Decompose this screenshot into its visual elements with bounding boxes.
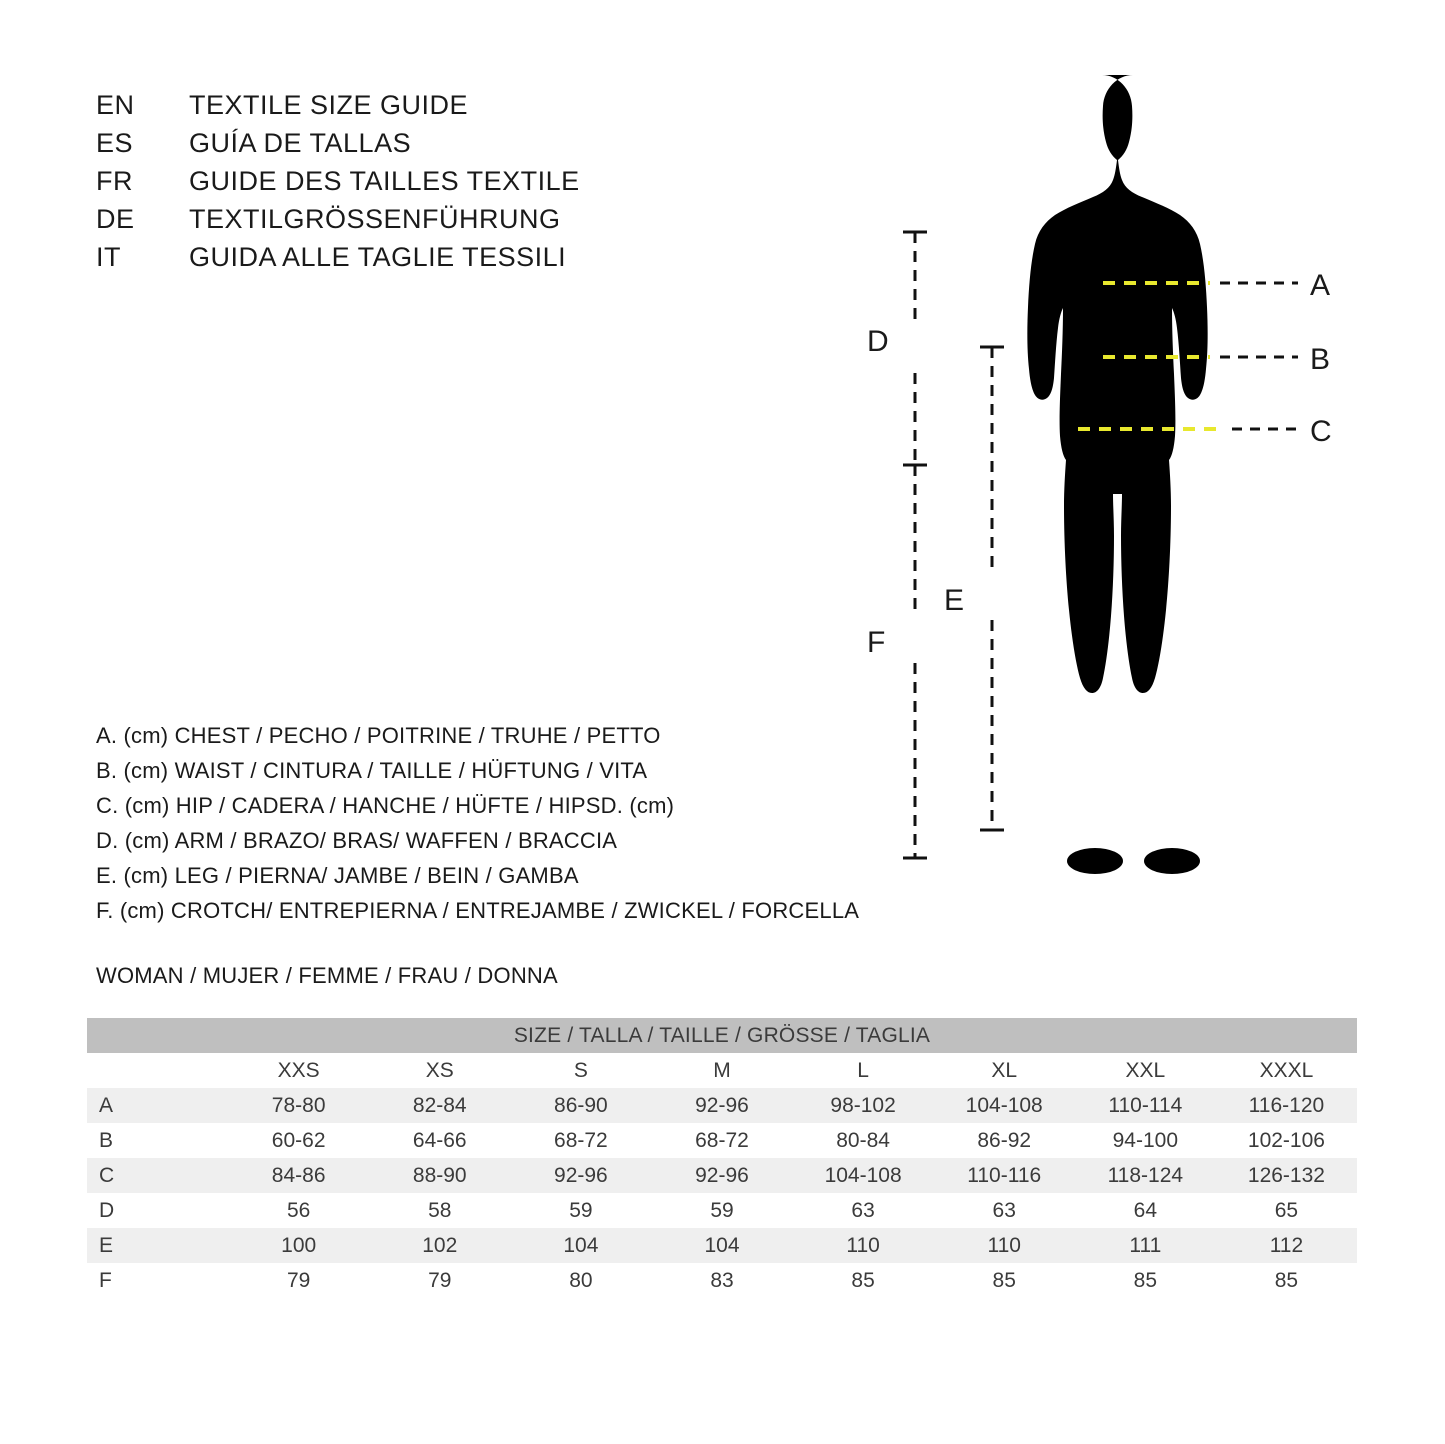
- cell-f-xl: 85: [934, 1263, 1075, 1298]
- cell-e-xxl: 111: [1075, 1228, 1216, 1263]
- title-block: [96, 90, 716, 280]
- marker-label-a: A: [1310, 269, 1331, 302]
- cell-c-s: 92-96: [510, 1158, 651, 1193]
- marker-label-b: B: [1310, 343, 1331, 376]
- title-text-de: TEXTILGRÖSSENFÜHRUNG: [189, 204, 561, 234]
- right-foot: [1144, 848, 1200, 874]
- title-text-fr: GUIDE DES TAILLES TEXTILE: [189, 166, 580, 196]
- row-label-b: B: [87, 1123, 228, 1158]
- title-lang-de: DE: [96, 204, 135, 234]
- size-table: [87, 1018, 1357, 1298]
- cell-f-xxl: 85: [1075, 1263, 1216, 1298]
- cell-f-s: 80: [510, 1263, 651, 1298]
- legend-item-d: D. (cm) ARM / BRAZO/ BRAS/ WAFFEN / BRACCIA: [96, 828, 618, 853]
- label-leader-lines: [1220, 283, 1298, 429]
- row-label-c: C: [87, 1158, 228, 1193]
- cell-c-l: 104-108: [793, 1158, 934, 1193]
- cell-e-s: 104: [510, 1228, 651, 1263]
- cell-b-m: 68-72: [651, 1123, 792, 1158]
- table-row: [87, 1158, 1357, 1193]
- cell-a-xxxl: 116-120: [1216, 1088, 1357, 1123]
- table-row: [87, 1193, 1357, 1228]
- table-row: [87, 1123, 1357, 1158]
- cell-c-m: 92-96: [651, 1158, 792, 1193]
- title-lang-it: IT: [96, 242, 121, 272]
- cell-a-xxs: 78-80: [228, 1088, 369, 1123]
- cell-b-xl: 86-92: [934, 1123, 1075, 1158]
- measurement-legend: [96, 723, 896, 933]
- title-row-en: [96, 90, 716, 128]
- crotch-dimension-bracket: [903, 465, 927, 858]
- cell-f-l: 85: [793, 1263, 934, 1298]
- header-size-l: L: [793, 1053, 934, 1088]
- cell-b-xxl: 94-100: [1075, 1123, 1216, 1158]
- leg-dimension-bracket: [980, 347, 1004, 830]
- cell-a-s: 86-90: [510, 1088, 651, 1123]
- cell-e-xxxl: 112: [1216, 1228, 1357, 1263]
- cell-d-l: 63: [793, 1193, 934, 1228]
- cell-c-xxl: 118-124: [1075, 1158, 1216, 1193]
- cell-e-xs: 102: [369, 1228, 510, 1263]
- row-label-a: A: [87, 1088, 228, 1123]
- legend-item-e: E. (cm) LEG / PIERNA/ JAMBE / BEIN / GAMBA: [96, 863, 579, 888]
- cell-d-xs: 58: [369, 1193, 510, 1228]
- row-label-f: F: [87, 1263, 228, 1298]
- cell-b-l: 80-84: [793, 1123, 934, 1158]
- title-lang-en: EN: [96, 90, 135, 120]
- header-size-xs: XS: [369, 1053, 510, 1088]
- title-row-fr: [96, 166, 716, 204]
- cell-a-m: 92-96: [651, 1088, 792, 1123]
- cell-c-xs: 88-90: [369, 1158, 510, 1193]
- table-row: [87, 1228, 1357, 1263]
- cell-d-xxxl: 65: [1216, 1193, 1357, 1228]
- cell-d-s: 59: [510, 1193, 651, 1228]
- title-row-de: [96, 204, 716, 242]
- table-row: [87, 1263, 1357, 1298]
- legend-item-b: B. (cm) WAIST / CINTURA / TAILLE / HÜFTUNG / VITA: [96, 758, 648, 783]
- row-label-d: D: [87, 1193, 228, 1228]
- cell-e-l: 110: [793, 1228, 934, 1263]
- legend-item-c: C. (cm) HIP / CADERA / HANCHE / HÜFTE / HIPSD. (cm): [96, 793, 675, 818]
- marker-label-c: C: [1310, 415, 1332, 448]
- size-table-wrapper: [87, 1018, 1357, 1298]
- cell-c-xxs: 84-86: [228, 1158, 369, 1193]
- marker-label-e: E: [944, 584, 965, 617]
- header-corner-cell: [87, 1053, 228, 1088]
- table-header-row: [87, 1053, 1357, 1088]
- marker-label-f: F: [867, 626, 886, 659]
- title-row-it: [96, 242, 716, 280]
- cell-a-xxl: 110-114: [1075, 1088, 1216, 1123]
- cell-a-xl: 104-108: [934, 1088, 1075, 1123]
- row-label-e: E: [87, 1228, 228, 1263]
- title-lang-fr: FR: [96, 166, 133, 196]
- woman-silhouette: [1027, 75, 1207, 874]
- cell-f-xs: 79: [369, 1263, 510, 1298]
- cell-c-xxxl: 126-132: [1216, 1158, 1357, 1193]
- cell-d-xxs: 56: [228, 1193, 369, 1228]
- table-row: [87, 1088, 1357, 1123]
- title-lang-es: ES: [96, 128, 134, 158]
- marker-label-d: D: [867, 325, 889, 358]
- cell-e-xl: 110: [934, 1228, 1075, 1263]
- title-text-en: TEXTILE SIZE GUIDE: [189, 90, 469, 120]
- header-size-m: M: [651, 1053, 792, 1088]
- title-text-it: GUIDA ALLE TAGLIE TESSILI: [189, 242, 567, 272]
- title-row-es: [96, 128, 716, 166]
- cell-f-xxs: 79: [228, 1263, 369, 1298]
- legend-item-f: F. (cm) CROTCH/ ENTREPIERNA / ENTREJAMBE / ZWICKEL / FORCELLA: [96, 898, 860, 923]
- cell-f-xxxl: 85: [1216, 1263, 1357, 1298]
- title-text-es: GUÍA DE TALLAS: [189, 128, 412, 158]
- header-size-xxs: XXS: [228, 1053, 369, 1088]
- cell-b-xs: 64-66: [369, 1123, 510, 1158]
- legend-item-a: A. (cm) CHEST / PECHO / POITRINE / TRUHE / PETTO: [96, 723, 661, 748]
- cell-a-xs: 82-84: [369, 1088, 510, 1123]
- cell-d-m: 59: [651, 1193, 792, 1228]
- section-label-woman: WOMAN / MUJER / FEMME / FRAU / DONNA: [96, 963, 558, 988]
- header-size-xl: XL: [934, 1053, 1075, 1088]
- table-band-label: SIZE / TALLA / TAILLE / GRÖSSE / TAGLIA: [87, 1018, 1357, 1053]
- cell-b-s: 68-72: [510, 1123, 651, 1158]
- cell-b-xxs: 60-62: [228, 1123, 369, 1158]
- cell-f-m: 83: [651, 1263, 792, 1298]
- cell-d-xl: 63: [934, 1193, 1075, 1228]
- cell-e-m: 104: [651, 1228, 792, 1263]
- cell-e-xxs: 100: [228, 1228, 369, 1263]
- header-size-xxl: XXL: [1075, 1053, 1216, 1088]
- left-foot: [1067, 848, 1123, 874]
- header-size-xxxl: XXXL: [1216, 1053, 1357, 1088]
- body-measurement-diagram: [820, 55, 1380, 915]
- cell-a-l: 98-102: [793, 1088, 934, 1123]
- cell-c-xl: 110-116: [934, 1158, 1075, 1193]
- cell-b-xxxl: 102-106: [1216, 1123, 1357, 1158]
- arm-dimension-bracket: [903, 232, 927, 465]
- table-band-row: [87, 1018, 1357, 1053]
- header-size-s: S: [510, 1053, 651, 1088]
- cell-d-xxl: 64: [1075, 1193, 1216, 1228]
